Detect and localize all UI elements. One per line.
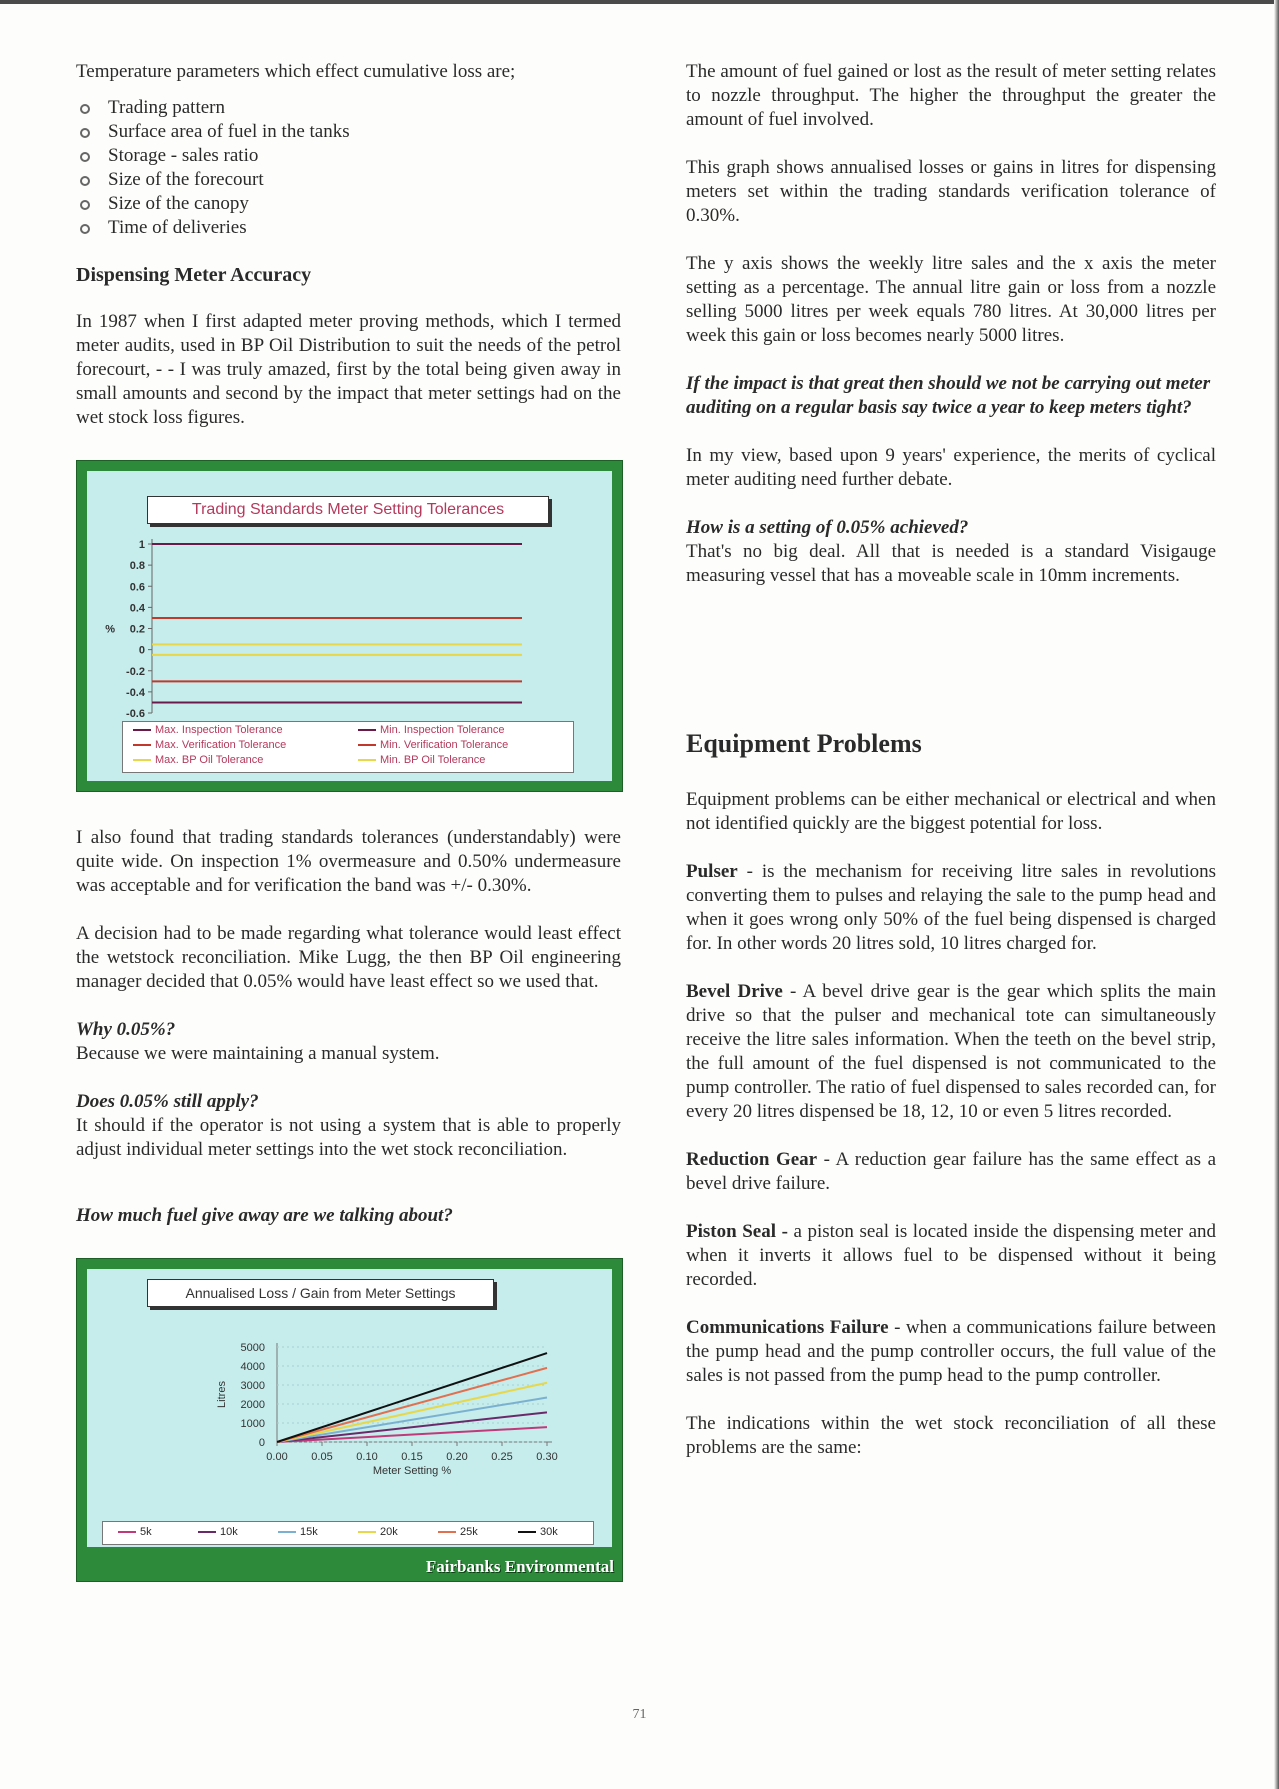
x-tick-label: 0.25 bbox=[491, 1451, 513, 1463]
question: Why 0.05%? bbox=[76, 1019, 176, 1040]
y-tick-label: 3000 bbox=[240, 1380, 265, 1392]
legend-label: Max. Verification Tolerance bbox=[155, 739, 287, 751]
list-item: Size of the forecourt bbox=[76, 168, 621, 192]
term: Piston Seal - bbox=[686, 1221, 788, 1242]
question: Does 0.05% still apply? bbox=[76, 1091, 259, 1112]
x-axis-label: Meter Setting % bbox=[372, 1465, 452, 1477]
page-edge-shadow bbox=[1274, 0, 1279, 1789]
legend-label: 10k bbox=[220, 1526, 238, 1538]
term: Bevel Drive bbox=[686, 981, 783, 1002]
list-item: Time of deliveries bbox=[76, 216, 621, 240]
question: How is a setting of 0.05% achieved? bbox=[686, 517, 969, 538]
y-tick-label: 0 bbox=[138, 644, 145, 657]
x-tick-label: 0.05 bbox=[311, 1451, 333, 1463]
paragraph: The indications within the wet stock reconciliation of all these problems are the same: bbox=[686, 1413, 1216, 1458]
page-number: 71 bbox=[632, 1707, 647, 1722]
series-line bbox=[277, 1383, 547, 1442]
paragraph: A decision had to be made regarding what tolerance would least effect the wetstock reconciliation. Mike Lugg, the then BP Oil engineering manager decided that 0.05% would have least effect so we used that. bbox=[76, 923, 621, 992]
y-tick-label: 1000 bbox=[240, 1418, 265, 1430]
x-tick-label: 0.30 bbox=[536, 1451, 558, 1463]
y-tick-label: -0.6 bbox=[126, 708, 145, 720]
legend-label: Min. Inspection Tolerance bbox=[380, 724, 505, 736]
paragraph: The amount of fuel gained or lost as the result of meter setting relates to nozzle throughput. The higher the throughput the greater the amount of fuel involved. bbox=[686, 61, 1216, 130]
intro-text: Temperature parameters which effect cumulative loss are; bbox=[76, 61, 516, 82]
legend-label: 30k bbox=[540, 1526, 558, 1538]
term: Communications Failure bbox=[686, 1317, 889, 1338]
legend-label: Min. BP Oil Tolerance bbox=[380, 754, 486, 766]
list-item: Size of the canopy bbox=[76, 192, 621, 216]
y-tick-label: 0.8 bbox=[129, 560, 145, 573]
chart-legend bbox=[102, 1521, 594, 1545]
y-tick-label: 4000 bbox=[240, 1361, 265, 1373]
section-heading: Equipment Problems bbox=[686, 729, 922, 758]
paragraph: In my view, based upon 9 years' experience, the merits of cyclical meter auditing need further debate. bbox=[686, 445, 1216, 490]
paragraph: In 1987 when I first adapted meter proving methods, which I termed meter audits, used in BP Oil Distribution to suit the needs of the petrol forecourt, - - I was truly amazed, first by the total being given away in small amounts and second by the impact that meter settings had on the wet stock loss figures. bbox=[76, 311, 621, 428]
paragraph: That's no big deal. All that is needed is a standard Visigauge measuring vessel that has a moveable scale in 10mm increments. bbox=[686, 541, 1216, 586]
paragraph bbox=[686, 980, 1216, 1124]
chart-title: Trading Standards Meter Setting Tolerances bbox=[147, 496, 549, 524]
tolerance-chart-plot bbox=[77, 461, 622, 721]
y-axis-label: % bbox=[105, 623, 115, 636]
term: Pulser bbox=[686, 861, 738, 882]
legend-label: Max. BP Oil Tolerance bbox=[155, 754, 264, 766]
y-tick-label: 1 bbox=[138, 539, 145, 551]
right-column bbox=[686, 60, 1216, 1460]
paragraph bbox=[686, 1316, 1216, 1388]
y-tick-label: -0.4 bbox=[126, 686, 145, 699]
legend-label: Max. Inspection Tolerance bbox=[155, 724, 283, 736]
question: If the impact is that great then should we not be carrying out meter auditing on a regular basis say twice a year to keep meters tight? bbox=[686, 373, 1211, 418]
legend-label: 5k bbox=[140, 1526, 152, 1538]
question: How much fuel give away are we talking about? bbox=[76, 1205, 453, 1226]
series-line bbox=[277, 1412, 547, 1442]
y-tick-label: 5000 bbox=[240, 1342, 265, 1354]
answer: It should if the operator is not using a system that is able to properly adjust individual meter settings into the wet stock reconciliation. bbox=[76, 1115, 621, 1160]
term: Reduction Gear bbox=[686, 1149, 818, 1170]
paragraph bbox=[686, 860, 1216, 956]
term-text: - A reduction gear failure has the same effect as a bevel drive failure. bbox=[686, 1149, 1216, 1194]
term-text: - when a communications failure between the pump head and the pump controller occurs, the full value of the sales is not passed from the pump head to the pump controller. bbox=[686, 1317, 1216, 1386]
loss-gain-chart bbox=[76, 1258, 623, 1582]
list-item: Surface area of fuel in the tanks bbox=[76, 120, 621, 144]
y-tick-label: 2000 bbox=[240, 1399, 265, 1411]
brand-logo: Fairbanks Environmental bbox=[425, 1557, 614, 1576]
x-tick-label: 0.00 bbox=[266, 1451, 288, 1463]
paragraph bbox=[686, 1148, 1216, 1196]
term-text: - is the mechanism for receiving litre sales in revolutions converting them to pulses and relaying the sale to the pump head and when it goes wrong only 50% of the fuel being dispensed is charged for. In other words 20 litres sold, 10 litres charged for. bbox=[686, 861, 1216, 954]
paragraph: This graph shows annualised losses or gains in litres for dispensing meters set within the trading standards verification tolerance of 0.30%. bbox=[686, 157, 1216, 226]
legend-label: 20k bbox=[380, 1526, 398, 1538]
section-heading: Dispensing Meter Accuracy bbox=[76, 264, 312, 286]
x-tick-label: 0.10 bbox=[356, 1451, 378, 1463]
y-tick-label: 0 bbox=[258, 1437, 265, 1449]
x-tick-label: 0.15 bbox=[401, 1451, 423, 1463]
legend-label: 25k bbox=[460, 1526, 478, 1538]
list-item: Storage - sales ratio bbox=[76, 144, 621, 168]
paragraph: Equipment problems can be either mechanical or electrical and when not identified quickly are the biggest potential for loss. bbox=[686, 789, 1216, 834]
paragraph bbox=[686, 1220, 1216, 1292]
y-tick-label: 0.2 bbox=[129, 623, 145, 636]
y-tick-label: 0.4 bbox=[129, 602, 145, 615]
legend-label: Min. Verification Tolerance bbox=[380, 739, 509, 751]
left-column bbox=[76, 60, 621, 1582]
term-text: - A bevel drive gear is the gear which splits the main drive so that the pulser and mechanical tote can simultaneously receive the litre sales information. When the teeth on the bevel strip, the full amount of the fuel dispensed is not communicated to the pump controller. The ratio of fuel dispensed to sales recorded can, for every 20 litres dispensed be 18, 12, 10 or even 5 litres recorded. bbox=[686, 981, 1217, 1122]
y-tick-label: 0.6 bbox=[129, 581, 145, 594]
chart-title: Annualised Loss / Gain from Meter Settings bbox=[147, 1279, 494, 1307]
x-tick-label: 0.20 bbox=[446, 1451, 468, 1463]
bullet-list bbox=[76, 96, 621, 240]
loss-gain-chart-plot bbox=[77, 1259, 622, 1519]
list-item: Trading pattern bbox=[76, 96, 621, 120]
paragraph: The y axis shows the weekly litre sales and the x axis the meter setting as a percentage. The annual litre gain or loss from a nozzle selling 5000 litres per week equals 780 litres. At 30,000 litres per week this gain or loss becomes nearly 5000 litres. bbox=[686, 253, 1216, 346]
top-border bbox=[0, 0, 1279, 4]
legend-label: 15k bbox=[300, 1526, 318, 1538]
y-axis-label: Litres bbox=[216, 1381, 228, 1408]
paragraph: I also found that trading standards tolerances (understandably) were quite wide. On inspection 1% overmeasure and 0.50% undermeasure was acceptable and for verification the band was +/- 0.30%. bbox=[76, 827, 621, 896]
y-tick-label: -0.2 bbox=[126, 665, 145, 678]
answer: Because we were maintaining a manual system. bbox=[76, 1043, 440, 1064]
chart-legend bbox=[122, 721, 574, 773]
tolerance-chart bbox=[76, 460, 623, 792]
term-text: a piston seal is located inside the dispensing meter and when it inverts it allows fuel to be dispensed without it being recorded. bbox=[686, 1221, 1217, 1290]
